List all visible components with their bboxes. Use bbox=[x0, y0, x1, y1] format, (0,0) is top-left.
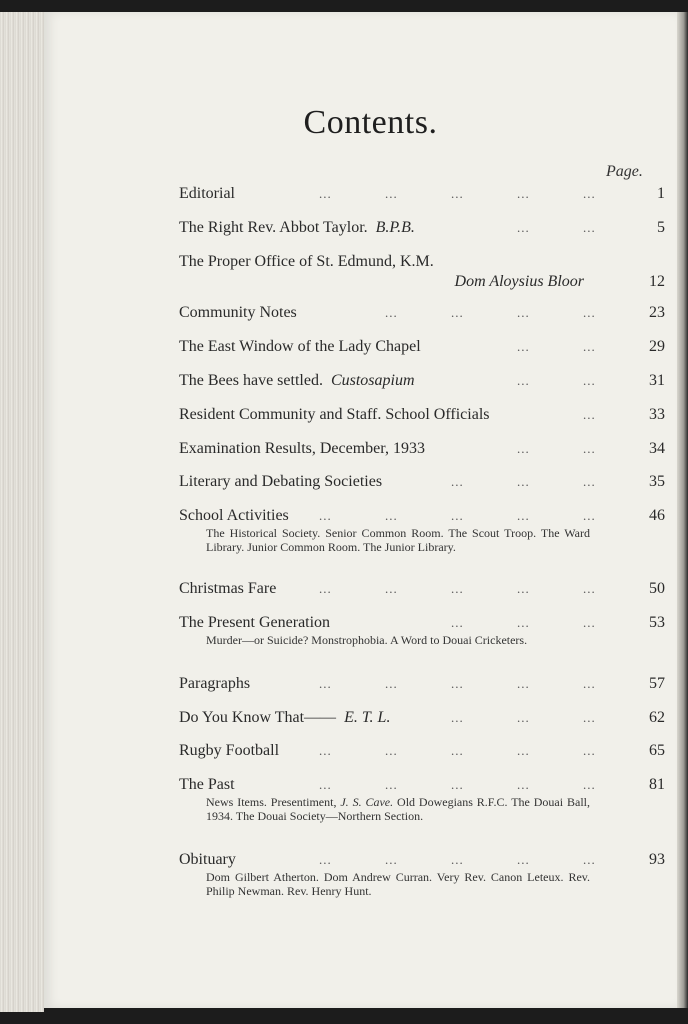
toc-entry bbox=[179, 850, 665, 898]
toc-entry bbox=[179, 303, 665, 323]
entry-title: The Right Rev. Abbot Taylor. B.P.B. bbox=[179, 219, 415, 236]
leader-dots: ... ... bbox=[517, 441, 596, 456]
leader-dots: ... ... ... ... ... bbox=[319, 852, 596, 867]
entry-page-number: 81 bbox=[649, 776, 665, 793]
toc-entry bbox=[179, 613, 665, 647]
entry-subitems: Dom Gilbert Atherton. Dom Andrew Curran. Very Rev. Canon Leteux. Rev. Philip Newman. Rev. Henry Hunt. bbox=[206, 870, 590, 898]
entry-page-number: 46 bbox=[649, 507, 665, 524]
entry-page-number: 50 bbox=[649, 580, 665, 597]
toc-entry bbox=[179, 371, 665, 391]
toc-entry bbox=[179, 775, 665, 823]
toc-entry bbox=[179, 506, 665, 554]
leader-dots: ... ... bbox=[517, 373, 596, 388]
entry-title: Paragraphs bbox=[179, 675, 251, 692]
entry-title: The Past bbox=[179, 776, 235, 793]
toc-entry bbox=[179, 405, 665, 425]
toc-entry bbox=[179, 184, 665, 204]
entry-author: E. T. L. bbox=[344, 709, 391, 726]
entry-page-number: 33 bbox=[649, 406, 665, 423]
entry-page-number: 34 bbox=[649, 440, 665, 457]
entry-page-number: 35 bbox=[649, 473, 665, 490]
toc-entry bbox=[179, 439, 665, 459]
entry-title: Do You Know That—— E. T. L. bbox=[179, 709, 391, 726]
entry-subitems: The Historical Society. Senior Common Room. The Scout Troop. The Ward Library. Junior Common Room. The Junior Library. bbox=[206, 526, 590, 554]
entry-author: Dom Aloysius Bloor bbox=[454, 273, 584, 290]
toc-entry bbox=[179, 708, 665, 728]
toc-entry bbox=[179, 741, 665, 761]
entry-page-number: 93 bbox=[649, 851, 665, 868]
entry-title: The Bees have settled. Custosapium bbox=[179, 372, 415, 389]
entry-page-number: 57 bbox=[649, 675, 665, 692]
entry-author: B.P.B. bbox=[375, 219, 415, 236]
entry-title: Community Notes bbox=[179, 304, 297, 321]
entry-page-number: 31 bbox=[649, 372, 665, 389]
entry-subitems: Murder—or Suicide? Monstrophobia. A Word to Douai Cricketers. bbox=[206, 633, 528, 647]
leader-dots: ... ... ... ... ... bbox=[319, 777, 596, 792]
entry-title: Obituary bbox=[179, 851, 236, 868]
entry-author: Custosapium bbox=[330, 372, 415, 389]
entry-title: School Activities bbox=[179, 507, 289, 524]
entry-title: Literary and Debating Societies bbox=[179, 473, 383, 490]
toc-entry bbox=[179, 218, 665, 238]
leader-dots: ... ... ... ... ... bbox=[319, 508, 596, 523]
leader-dots: ... ... ... ... ... bbox=[319, 676, 596, 691]
page-right-edge bbox=[677, 12, 688, 1008]
entry-title: Examination Results, December, 1933 bbox=[179, 440, 425, 457]
book-spine-edge bbox=[0, 12, 44, 1012]
leader-dots: ... ... ... bbox=[451, 710, 596, 725]
toc-entry bbox=[179, 252, 665, 292]
leader-dots: ... ... bbox=[517, 339, 596, 354]
entry-author: J. S. Cave. bbox=[340, 795, 394, 809]
toc-entry bbox=[179, 674, 665, 694]
entry-title: Resident Community and Staff. School Officials bbox=[179, 406, 490, 423]
entry-page-number: 1 bbox=[657, 185, 665, 202]
page-title: Contents. bbox=[303, 104, 438, 141]
entry-page-number: 23 bbox=[649, 304, 665, 321]
leader-dots: ... ... bbox=[517, 220, 596, 235]
leader-dots: ... bbox=[583, 407, 596, 422]
toc-entry bbox=[179, 337, 665, 357]
contents-page bbox=[44, 12, 677, 1008]
entry-page-number: 53 bbox=[649, 614, 665, 631]
leader-dots: ... ... ... ... bbox=[385, 305, 596, 320]
entry-title: The Present Generation bbox=[179, 614, 331, 631]
entry-title: Editorial bbox=[179, 185, 235, 202]
toc-entry bbox=[179, 472, 665, 492]
entry-title: The Proper Office of St. Edmund, K.M. bbox=[179, 253, 434, 270]
entry-page-number: 65 bbox=[649, 742, 665, 759]
entry-page-number: 12 bbox=[649, 273, 665, 290]
entry-subitems: News Items. Presentiment, J. S. Cave. Old Dowegians R.F.C. The Douai Ball, 1934. The Douai Society—Northern Section. bbox=[206, 795, 590, 823]
entry-page-number: 5 bbox=[657, 219, 665, 236]
leader-dots: ... ... ... bbox=[451, 474, 596, 489]
leader-dots: ... ... ... bbox=[451, 615, 596, 630]
entry-title: Rugby Football bbox=[179, 742, 280, 759]
entry-page-number: 29 bbox=[649, 338, 665, 355]
entry-page-number: 62 bbox=[649, 709, 665, 726]
entry-title: Christmas Fare bbox=[179, 580, 277, 597]
entry-title: The East Window of the Lady Chapel bbox=[179, 338, 421, 355]
page-column-label: Page. bbox=[606, 163, 643, 180]
leader-dots: ... ... ... ... ... bbox=[319, 581, 596, 596]
leader-dots: ... ... ... ... ... bbox=[319, 743, 596, 758]
toc-entry bbox=[179, 579, 665, 599]
leader-dots: ... ... ... ... ... bbox=[319, 186, 596, 201]
